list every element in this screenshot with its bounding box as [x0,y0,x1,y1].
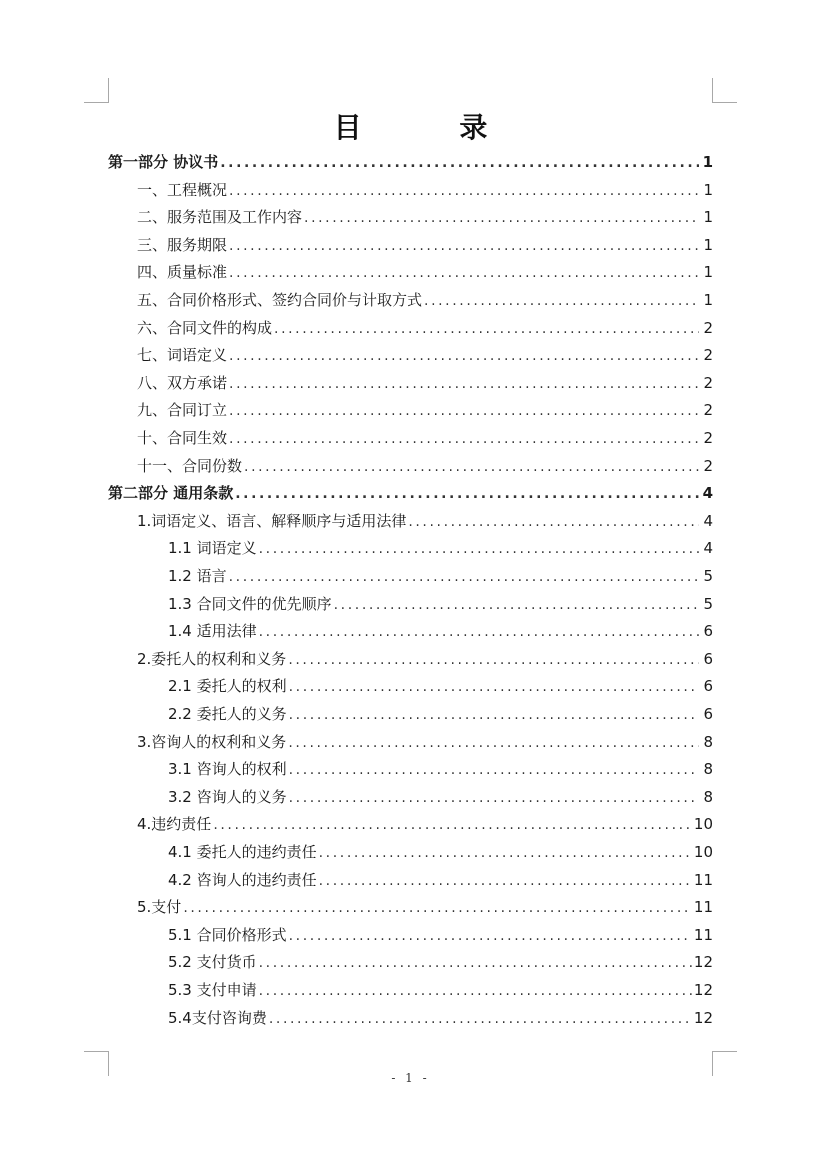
toc-dot-leader [235,480,699,508]
toc-entry[interactable] [108,148,713,176]
toc-dot-leader [259,977,692,1005]
toc-entry[interactable] [137,507,713,535]
toc-dot-leader [304,204,699,232]
toc-entry-label: 5.2 支付货币 [168,953,257,972]
toc-entry-label: 第一部分 协议书 [108,153,219,171]
toc-entry-label: 三、服务期限 [137,235,228,254]
toc-entry-page: 2 [703,373,713,392]
toc-dot-leader [213,811,692,839]
toc-entry-label: 第二部分 通用条款 [108,484,234,503]
toc-entry[interactable] [137,452,713,480]
toc-entry-page: 6 [703,705,713,723]
toc-entry-label: 4.违约责任 [137,815,212,834]
toc-entry[interactable] [168,948,713,976]
toc-entry-label: 5.支付 [137,898,182,917]
toc-entry[interactable] [168,976,713,1004]
toc-entry-label: 八、双方承诺 [137,373,228,392]
toc-dot-leader [319,839,692,867]
toc-entry-page: 6 [703,622,713,641]
toc-dot-leader [259,535,699,563]
toc-entry-page: 1 [703,263,713,282]
toc-dot-leader [244,453,699,481]
toc-dot-leader [259,618,699,646]
toc-entry-label: 十、合同生效 [137,429,228,447]
toc-entry-page: 1 [703,180,713,199]
crop-mark-top-left [84,78,109,103]
toc-entry-label: 六、合同文件的构成 [137,318,273,337]
toc-entry-page: 1 [702,153,713,171]
toc-dot-leader [229,397,699,425]
toc-entry-label: 1.1 词语定义 [168,539,257,558]
toc-entry[interactable] [137,286,713,314]
toc-entry-page: 1 [703,235,713,254]
toc-entry-label: 一、工程概况 [137,180,228,199]
toc-entry-page: 4 [703,539,713,558]
toc-entry-page: 4 [702,484,713,503]
toc-dot-leader [334,591,699,619]
toc-dot-leader [289,701,699,729]
toc-entry[interactable] [137,893,713,921]
toc-entry-page: 1 [703,208,713,227]
toc-entry-page: 8 [703,787,713,806]
toc-dot-leader [289,673,699,701]
toc-entry-page: 2 [703,456,713,475]
toc-entry-label: 1.2 语言 [168,567,227,585]
toc-entry-label: 2.1 委托人的权利 [168,677,287,696]
toc-entry-page: 12 [693,953,713,972]
toc-entry[interactable] [168,838,713,866]
toc-entry-label: 5.3 支付申请 [168,981,257,999]
toc-entry-page: 11 [693,898,713,917]
toc-dot-leader [259,949,692,977]
toc-entry[interactable] [168,700,713,728]
toc-entry-page: 12 [693,1008,713,1027]
toc-entry-page: 10 [693,815,713,834]
toc-entry-label: 1.词语定义、语言、解释顺序与适用法律 [137,511,407,530]
toc-entry[interactable] [137,424,713,452]
toc-entry[interactable] [168,672,713,700]
toc-entry-page: 4 [703,511,713,530]
toc-dot-leader [274,315,699,343]
toc-entry-label: 1.3 合同文件的优先顺序 [168,594,332,613]
toc-dot-leader [289,922,692,950]
toc-entry-page: 1 [703,291,713,309]
toc-entry-label: 2.2 委托人的义务 [168,705,287,723]
toc-dot-leader [229,563,699,591]
toc-dot-leader [220,149,699,177]
toc-entry[interactable] [168,921,713,949]
toc-entry[interactable] [137,369,713,397]
toc-entry[interactable] [137,203,713,231]
toc-entry[interactable] [108,479,713,507]
toc-entry-page: 6 [703,649,713,668]
toc-dot-leader [229,259,699,287]
toc-entry[interactable] [137,645,713,673]
crop-mark-top-right [712,78,737,103]
toc-entry-page: 8 [703,760,713,779]
toc-entry[interactable] [168,590,713,618]
toc-entry[interactable] [137,258,713,286]
toc-dot-leader [269,1005,692,1033]
toc-entry-page: 5 [703,567,713,585]
toc-entry-label: 4.2 咨询人的违约责任 [168,870,317,889]
toc-entry-page: 2 [703,429,713,447]
toc-title: 目 录 [333,111,532,144]
toc-entry[interactable] [137,314,713,342]
toc-entry-page: 10 [693,843,713,861]
toc-dot-leader [229,370,699,398]
toc-entry[interactable] [168,617,713,645]
toc-entry[interactable] [168,783,713,811]
toc-entry-page: 11 [693,870,713,889]
toc-entry-label: 3.咨询人的权利和义务 [137,732,287,751]
toc-entry[interactable] [168,866,713,894]
toc-entry-label: 十一、合同份数 [137,456,243,475]
toc-entry-label: 3.2 咨询人的义务 [168,787,287,806]
toc-entry-page: 2 [703,401,713,420]
toc-entry-page: 8 [703,732,713,751]
toc-dot-leader [289,756,699,784]
toc-entry-label: 四、质量标准 [137,263,228,282]
toc-dot-leader [229,342,699,370]
toc-entry-label: 五、合同价格形式、签约合同价与计取方式 [137,291,423,309]
toc-entry[interactable] [137,728,713,756]
toc-dot-leader [183,894,692,922]
toc-dot-leader [319,867,692,895]
toc-entry[interactable] [168,534,713,562]
toc-entry[interactable] [137,176,713,204]
toc-entry[interactable] [168,1004,713,1032]
toc-dot-leader [424,287,699,315]
toc-dot-leader [408,508,699,536]
toc-entry[interactable] [137,810,713,838]
toc-entry[interactable] [168,755,713,783]
toc-entry[interactable] [137,231,713,259]
toc-entry-label: 5.4支付咨询费 [168,1008,267,1027]
page-number: - 1 - [391,1071,430,1085]
toc-dot-leader [289,784,699,812]
toc-dot-leader [229,232,699,260]
toc-entry[interactable] [168,562,713,590]
toc-entry-label: 5.1 合同价格形式 [168,925,287,944]
toc-entry-page: 12 [693,981,713,999]
toc-entry-label: 七、词语定义 [137,346,228,365]
toc-dot-leader [229,425,699,453]
toc-entry-page: 11 [693,925,713,944]
toc-entry[interactable] [137,396,713,424]
toc-dot-leader [288,646,699,674]
toc-entry-page: 2 [703,346,713,365]
toc-dot-leader [229,177,699,205]
toc-entry-label: 1.4 适用法律 [168,622,257,641]
toc-entry-label: 九、合同订立 [137,401,228,420]
toc-entry-page: 6 [703,677,713,696]
toc-dot-leader [288,729,699,757]
toc-entry[interactable] [137,341,713,369]
toc-entry-label: 4.1 委托人的违约责任 [168,843,317,861]
toc-entry-page: 5 [703,594,713,613]
toc-entry-label: 二、服务范围及工作内容 [137,208,303,227]
toc-entry-label: 2.委托人的权利和义务 [137,649,287,668]
toc-entry-page: 2 [703,318,713,337]
toc-entry-label: 3.1 咨询人的权利 [168,760,287,779]
